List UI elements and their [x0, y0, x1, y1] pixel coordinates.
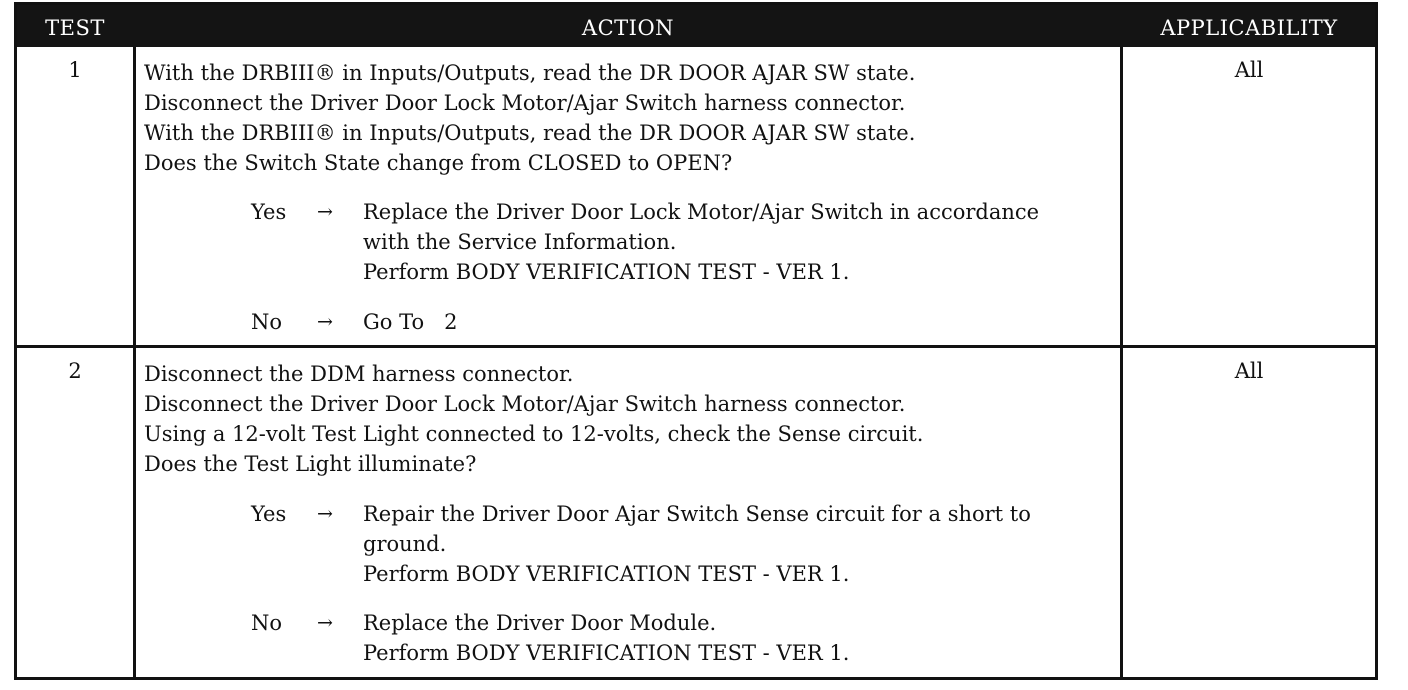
- result-line: ground.: [363, 532, 447, 556]
- action-line: With the DRBIII® in Inputs/Outputs, read the DR DOOR AJAR SW state.: [144, 121, 916, 145]
- applicability-value: All: [1234, 58, 1264, 82]
- arrow-icon: →: [317, 612, 333, 634]
- column-divider: [133, 47, 136, 677]
- arrow-icon: →: [317, 503, 333, 525]
- action-line: Disconnect the DDM harness connector.: [144, 362, 574, 386]
- header-action: ACTION: [581, 16, 675, 40]
- arrow-icon: →: [317, 201, 333, 223]
- action-line: Does the Test Light illuminate?: [144, 452, 477, 476]
- table-header: [17, 5, 1375, 47]
- arrow-icon: →: [317, 311, 333, 333]
- action-line: With the DRBIII® in Inputs/Outputs, read the DR DOOR AJAR SW state.: [144, 61, 916, 85]
- action-line: Does the Switch State change from CLOSED to OPEN?: [144, 151, 733, 175]
- result-line: Replace the Driver Door Lock Motor/Ajar Switch in accordance: [363, 200, 1040, 224]
- yes-label: Yes: [251, 200, 287, 224]
- result-line: Perform BODY VERIFICATION TEST - VER 1.: [363, 260, 850, 284]
- test-number: 2: [68, 359, 82, 383]
- yes-label: Yes: [251, 502, 287, 526]
- result-line: Go To 2: [363, 310, 458, 334]
- action-line: Using a 12-volt Test Light connected to 12-volts, check the Sense circuit.: [144, 422, 924, 446]
- no-label: No: [251, 611, 283, 635]
- diagnostic-table: [14, 2, 1378, 680]
- applicability-value: All: [1234, 359, 1264, 383]
- result-line: Replace the Driver Door Module.: [363, 611, 717, 635]
- action-line: Disconnect the Driver Door Lock Motor/Ajar Switch harness connector.: [144, 91, 906, 115]
- result-line: Perform BODY VERIFICATION TEST - VER 1.: [363, 562, 850, 586]
- header-test: TEST: [45, 16, 105, 40]
- no-label: No: [251, 310, 283, 334]
- result-line: Repair the Driver Door Ajar Switch Sense circuit for a short to: [363, 502, 1031, 526]
- result-line: Perform BODY VERIFICATION TEST - VER 1.: [363, 641, 850, 665]
- test-number: 1: [68, 58, 82, 82]
- header-applicability: APPLICABILITY: [1160, 16, 1338, 40]
- result-line: with the Service Information.: [363, 230, 677, 254]
- row-divider: [17, 345, 1375, 348]
- action-line: Disconnect the Driver Door Lock Motor/Ajar Switch harness connector.: [144, 392, 906, 416]
